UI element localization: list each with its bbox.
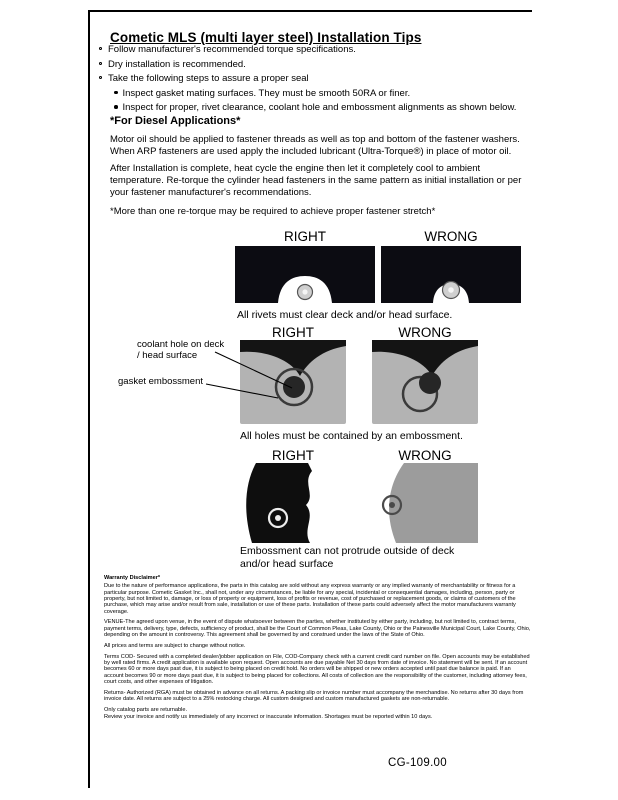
dot-bullet-icon [114, 105, 118, 109]
rivet-wrong-diagram [381, 246, 521, 303]
circle-bullet-icon [99, 76, 102, 79]
coolant-hole [275, 515, 281, 521]
deck-surface [389, 463, 478, 543]
legal-returns: Returns- Authorized (RGA) must be obtained in advance on all returns. A packing slip or invoice number must accompany the merchandise. No returns after 30 days from invoice date. All returns are subject to a 25% restocking charge. All custom designed and custom manufactured gaskets are non-returnable. [104, 689, 524, 702]
list-item-text: Take the following steps to assure a proper seal [108, 73, 309, 84]
diesel-paragraph-1: Motor oil should be applied to fastener threads as well as top and bottom of the fastener washers. When ARP fasteners are used apply the included lubricant (Ultra-Torque®) in place of motor oil. [110, 134, 520, 157]
rivet-right-diagram [235, 246, 375, 303]
list-item [99, 59, 516, 70]
legal-terms: Terms COD- Secured with a completed dealer/jobber application on File, COD-Company check with a current credit card number on file. Open accounts may be established by well rated firms. A credit application is available upon request. Open accounts are due payable Net 30 days from date of invoice. No statement will be sent. If an account becomes 60 or more days past due, it is subject to being placed on credit hold. No orders will be shipped or new orders accepted until past due balance is paid. If an account becomes 90 or more days past due, it is subject to being placed for collections. All costs of collection are the responsibility of the customer, including attorney fees, court costs, and other expenses of litigation. [104, 653, 530, 685]
installation-tips-sublist [114, 88, 516, 114]
list-item [99, 44, 516, 55]
legal-warranty-heading: Warranty Disclaimer* [104, 575, 161, 581]
deck-surface [246, 463, 312, 543]
legal-review: Review your invoice and notify us immediately of any incorrect or inaccurate information. Shortages must be reported within 10 days. [104, 714, 433, 721]
installation-tips-list [99, 44, 516, 117]
embossment-wrong-diagram [372, 340, 478, 424]
protrusion-wrong-diagram [372, 463, 478, 543]
row2-wrong-label: WRONG [398, 325, 452, 340]
coolant-arrow-line [215, 352, 292, 388]
protrusion-right-diagram [240, 463, 346, 543]
row3-right-label: RIGHT [272, 448, 314, 463]
document-code: CG-109.00 [388, 757, 447, 769]
legal-returnable: Only catalog parts are returnable. [104, 706, 188, 713]
list-item [114, 102, 516, 113]
coolant-hole [389, 502, 395, 508]
legal-prices: All prices and terms are subject to change without notice. [104, 642, 246, 649]
gasket-embossment-callout: gasket embossment [118, 376, 204, 387]
embossment-arrow-line [206, 384, 278, 398]
legal-warranty-body: Due to the nature of performance applications, the parts in this catalog are sold without any express warranty or any implied warranty of merchantability or fitness for a particular purpose. Cometic Gasket Inc., shall not, under any circumstances, be liable for any special, incidental or consequential damages, including, person, party or property, but not limited to, damage, or loss of property or equipment, loss of profits or revenue, cost of purchased or replacement goods, or claims of customers of the purchase, which may arise and/or result from sale, installation or use of these parts. Installation of these parts could adversely affect the motor manufacturers warranty coverage. [104, 583, 516, 615]
list-item-text: Dry installation is recommended. [108, 58, 246, 70]
row1-right-label: RIGHT [284, 229, 326, 244]
row3-wrong-label: WRONG [398, 448, 452, 463]
list-item [114, 88, 516, 99]
dot-bullet-icon [114, 91, 118, 95]
row1-wrong-label: WRONG [424, 229, 478, 244]
page-title: Cometic MLS (multi layer steel) Installation Tips [110, 30, 422, 46]
row2-caption: All holes must be contained by an embossment. [240, 430, 463, 442]
row1-caption: All rivets must clear deck and/or head surface. [237, 309, 453, 321]
circle-bullet-icon [99, 62, 102, 65]
list-item [99, 73, 516, 84]
row2-right-label: RIGHT [272, 325, 314, 340]
callout-arrows [110, 338, 310, 408]
row3-caption: Embossment can not protrude outside of deck and/or head surface [240, 545, 455, 571]
list-item-text: Inspect for proper, rivet clearance, coolant hole and embossment alignments as shown below. [122, 102, 517, 113]
diesel-paragraph-2: After Installation is complete, heat cycle the engine then let it completely cool to ambient temperature. Re-torque the cylinder head fasteners in the same pattern as initial installation or per your fastener manufacturer's recommendations. [110, 163, 522, 198]
coolant-hole-callout: coolant hole on deck / head surface [137, 339, 225, 361]
list-item-text: Inspect gasket mating surfaces. They must be smooth 50RA or finer. [122, 87, 411, 99]
list-item-text: Follow manufacturer's recommended torque specifications. [108, 44, 356, 55]
coolant-hole [419, 372, 441, 394]
circle-bullet-icon [99, 47, 102, 50]
retorque-note: *More than one re-torque may be required to achieve proper fastener stretch* [110, 206, 436, 217]
legal-fine-print [104, 575, 531, 725]
legal-venue: VENUE-The agreed upon venue, in the event of dispute whatsoever between the parties, whether instituted by either party, including, but not limited to, contract terms, payment terms, delivery, type, defects, sufficiency of product, shall be the Court of Common Pleas, Lake County, Ohio or the Painesville Municipal Court, Lake County, Ohio, depending on the amount in controversy. This agreement shall be governed by and construed under the laws of the State of Ohio. [104, 619, 531, 638]
diesel-applications-heading: *For Diesel Applications* [110, 115, 241, 127]
